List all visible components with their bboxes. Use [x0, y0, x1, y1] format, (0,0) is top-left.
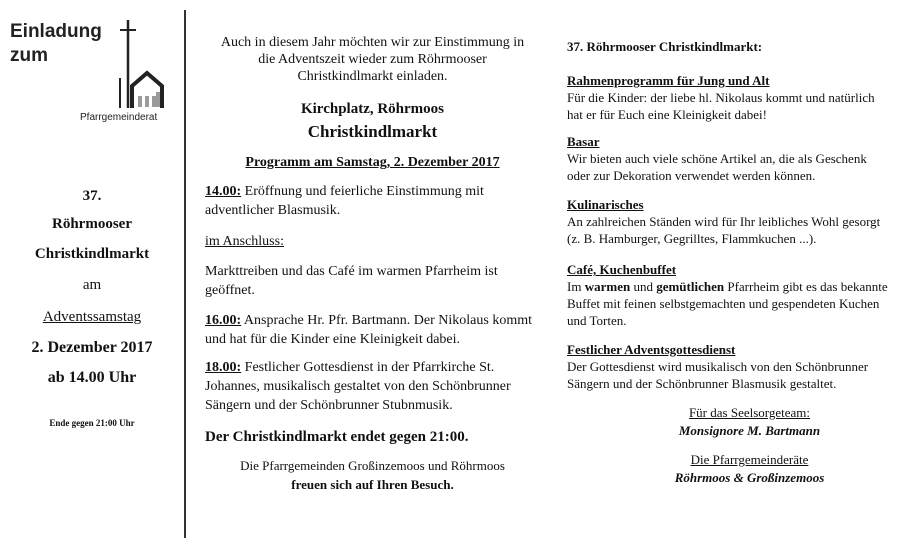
logo-line-1: Einladung: [10, 21, 102, 42]
signature-2-name: Röhrmoos & Großinzemoos: [674, 470, 825, 485]
program-heading: Programm am Samstag, 2. Dezember 2017: [245, 155, 500, 170]
section-text-4-cozy: gemütlichen: [656, 279, 725, 294]
signature-2-label: Die Pfarrgemeinderäte: [690, 452, 809, 467]
section-text-2: Wir bieten auch viele schöne Artikel an, die als Geschenk oder zur Dekoration verwendet werden können.: [567, 151, 867, 183]
signature-1-label: Für das Seelsorgeteam:: [688, 405, 811, 420]
program-item-2-time: 16.00:: [205, 313, 242, 328]
section-title-1: Rahmenprogramm für Jung und Alt: [567, 73, 770, 88]
section-text-4-rest: Pfarrheim gibt es das bekannte Buffet mit feinen selbstgemachten und gespendeten Kuchen und Torten.: [567, 279, 888, 328]
section-text-1: Für die Kinder: der liebe hl. Nikolaus kommt und natürlich hat er für Euch eine Kleinigkeit dabei!: [567, 90, 875, 122]
event-time: ab 14.00 Uhr: [47, 369, 137, 386]
program-item-3-time: 18.00:: [205, 360, 242, 375]
section-text-5: Der Gottesdienst wird musikalisch von den Schönbrunner Sängern und der Schönbrunner Blasmusik gestaltet.: [567, 359, 869, 391]
closing-line-2: freuen sich auf Ihren Besuch.: [291, 477, 454, 492]
right-heading: 37. Röhrmooser Christkindlmarkt:: [567, 39, 763, 54]
program-item-2-text: Ansprache Hr. Pfr. Bartmann. Der Nikolaus kommt und hat für die Kinder eine Kleinigkeit dabei.: [205, 313, 533, 347]
event-date: 2. Dezember 2017: [31, 339, 153, 356]
town-name: Röhrmooser: [52, 216, 132, 232]
am-label: am: [82, 277, 102, 293]
section-text-3: An zahlreichen Ständen wird für Ihr leibliches Wohl gesorgt (z. B. Hamburger, Gegrilltes, Flammkuchen ...).: [567, 214, 881, 246]
place-line: Kirchplatz, Röhrmoos: [300, 101, 445, 117]
program-item-1: [205, 182, 540, 220]
program-item-3-text: Festlicher Gottesdienst in der Pfarrkirche St. Johannes, musikalisch gestaltet von den Schönbrunner Sängern und der Schönbrunner Stubnmusik.: [205, 360, 511, 413]
section-title-2: Basar: [567, 134, 600, 149]
right-column: [567, 0, 892, 545]
market-text: Markttreiben und das Café im warmen Pfarrheim ist geöffnet.: [205, 264, 498, 298]
end-time-note: Ende gegen 21:00 Uhr: [49, 418, 135, 428]
program-item-1-time: 14.00:: [205, 184, 242, 199]
program-item-3: [205, 358, 540, 415]
section-title-4: Café, Kuchenbuffet: [567, 262, 677, 277]
event-title: Christkindlmarkt: [307, 122, 438, 141]
advent-label: Adventssamstag: [42, 309, 142, 325]
edition-number: 37.: [82, 188, 102, 204]
event-name: Christkindlmarkt: [34, 246, 150, 262]
section-text-4-warm: warmen: [584, 279, 631, 294]
section-title-3: Kulinarisches: [567, 197, 644, 212]
left-column: [0, 0, 184, 545]
parish-logo: [10, 20, 175, 135]
anschluss-label: im Anschluss:: [205, 234, 284, 249]
program-item-1-text: Eröffnung und feierliche Einstimmung mit adventlicher Blasmusik.: [205, 184, 484, 218]
end-line: Der Christkindlmarkt endet gegen 21:00.: [205, 429, 469, 445]
section-text-4-mid: und: [630, 279, 657, 294]
intro-text: Auch in diesem Jahr möchten wir zur Einstimmung in die Adventszeit wieder zum Röhrmooser Christkindlmarkt einladen.: [220, 35, 525, 84]
middle-column: [205, 0, 540, 545]
section-title-5: Festlicher Adventsgottesdienst: [567, 342, 736, 357]
column-divider: [184, 10, 186, 538]
logo-subtitle: Pfarrgemeinderat: [80, 112, 158, 123]
church-icon: [102, 20, 172, 112]
closing-line-1: Die Pfarrgemeinden Großinzemoos und Röhrmoos: [240, 458, 505, 473]
program-item-2: [205, 311, 540, 349]
section-text-4: [567, 278, 892, 329]
signature-1-name: Monsignore M. Bartmann: [678, 423, 821, 438]
section-text-4-pre: Im: [567, 279, 585, 294]
logo-line-2: zum: [10, 45, 48, 66]
